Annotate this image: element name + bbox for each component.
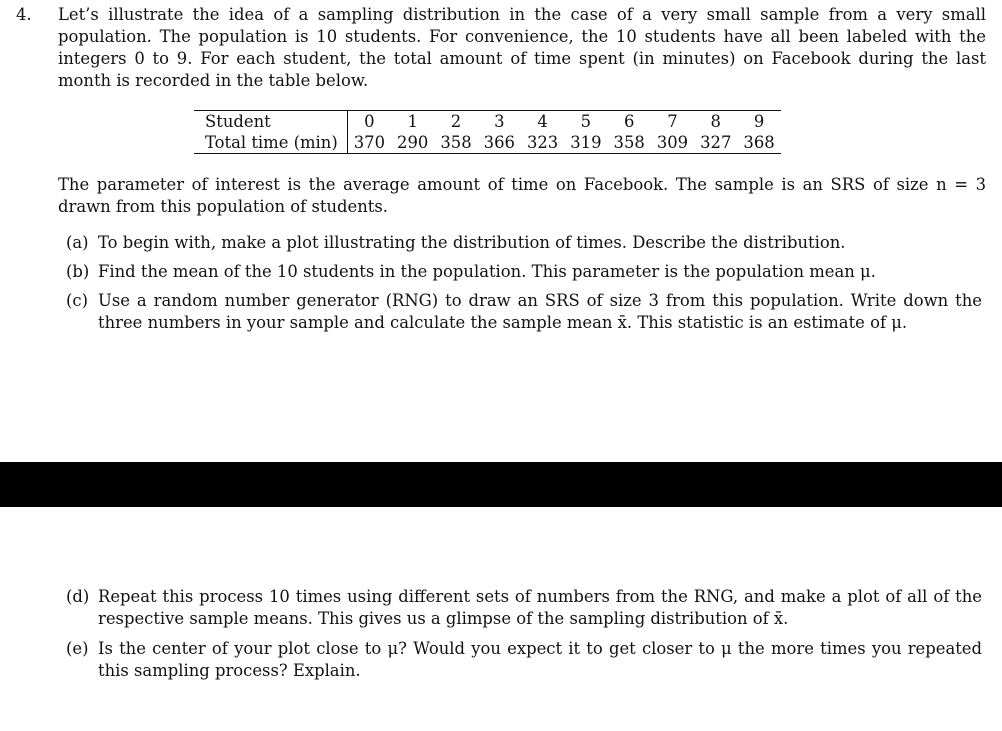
- part-label: (b): [66, 262, 90, 281]
- part-text: Is the center of your plot close to μ? Would you expect it to get closer to μ the more times you repeated this sampling process? Explain.: [98, 639, 982, 680]
- table-cell: 290: [391, 132, 434, 154]
- row-label-total-time: Total time (min): [194, 132, 347, 154]
- table-cell: 8: [694, 111, 737, 133]
- table-cell: 9: [737, 111, 780, 133]
- table-cell: 366: [478, 132, 521, 154]
- table-cell: 5: [564, 111, 607, 133]
- part-label: (d): [66, 587, 90, 606]
- part-label: (e): [66, 639, 89, 658]
- part-text: Repeat this process 10 times using different sets of numbers from the RNG, and make a plot of all of the respective sample means. This gives us a glimpse of the sampling distribution of x̄.: [98, 587, 982, 628]
- table-cell: 323: [521, 132, 564, 154]
- data-table: [194, 110, 781, 154]
- table-cell: 358: [608, 132, 651, 154]
- part-text: Find the mean of the 10 students in the population. This parameter is the population mean μ.: [98, 262, 876, 281]
- row-label-student: Student: [194, 111, 347, 133]
- data-table-container: [194, 110, 781, 154]
- table-cell: 4: [521, 111, 564, 133]
- table-cell: 7: [651, 111, 694, 133]
- table-cell: 2: [434, 111, 477, 133]
- table-cell: 0: [347, 111, 391, 133]
- part-label: (a): [66, 233, 89, 252]
- table-cell: 309: [651, 132, 694, 154]
- problem-intro: Let’s illustrate the idea of a sampling distribution in the case of a very small sample from a very small population. The population is 10 students. For convenience, the 10 students have all been labeled with the integers 0 to 9. For each student, the total amount of time spent (in minutes) on Facebook during the last month is recorded in the table below.: [58, 5, 986, 90]
- problem-number: 4.: [16, 5, 32, 24]
- table-cell: 3: [478, 111, 521, 133]
- table-cell: 1: [391, 111, 434, 133]
- table-row: [194, 111, 781, 133]
- table-cell: 370: [347, 132, 391, 154]
- table-row: [194, 132, 781, 154]
- part-text: Use a random number generator (RNG) to draw an SRS of size 3 from this population. Write down the three numbers in your sample and calculate the sample mean x̄. This statistic is an estimate of μ.: [98, 291, 982, 332]
- table-cell: 327: [694, 132, 737, 154]
- table-cell: 368: [737, 132, 780, 154]
- parameter-paragraph: The parameter of interest is the average amount of time on Facebook. The sample is an SRS of size n = 3 drawn from this population of students.: [58, 175, 986, 216]
- table-cell: 319: [564, 132, 607, 154]
- part-label: (c): [66, 291, 88, 310]
- part-text: To begin with, make a plot illustrating the distribution of times. Describe the distribution.: [98, 233, 846, 252]
- table-cell: 358: [434, 132, 477, 154]
- table-cell: 6: [608, 111, 651, 133]
- redaction-bar: [0, 462, 1002, 507]
